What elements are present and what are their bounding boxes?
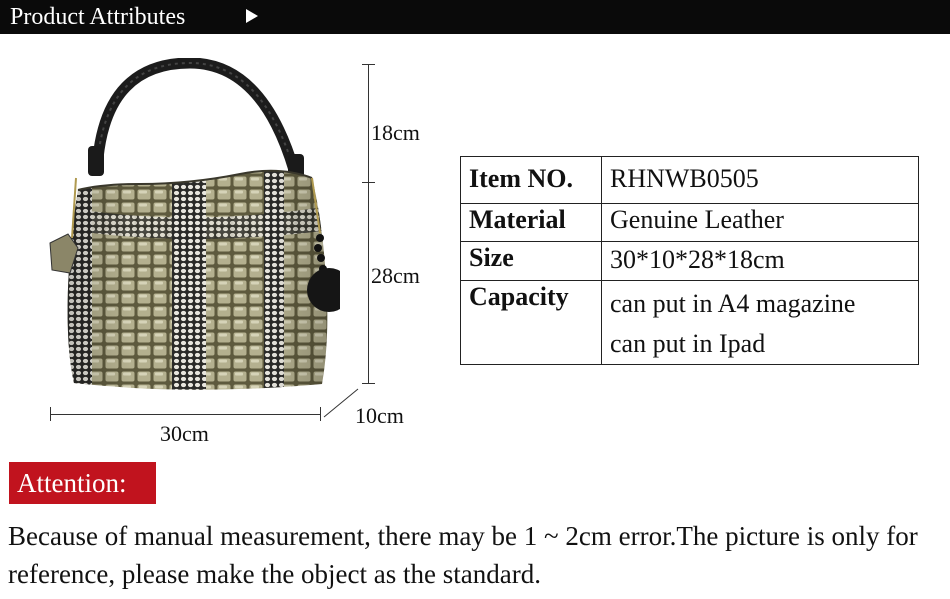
table-row [461, 242, 919, 281]
attribute-label: Capacity [461, 281, 602, 365]
capacity-line-1: can put in A4 magazine [610, 289, 856, 318]
attributes-table [460, 156, 919, 365]
dimension-tick-top [362, 64, 375, 65]
height-dimension-line [368, 64, 369, 384]
handbag-image [40, 58, 340, 403]
dimension-tick-middle [362, 182, 375, 183]
section-title: Product Attributes [10, 4, 186, 30]
attribute-label: Material [461, 204, 602, 242]
measurement-notice: Because of manual measurement, there may be 1 ~ 2cm error.The picture is only for reference, please make the object as the standard. [8, 521, 918, 589]
dimension-tick-bottom [362, 383, 375, 384]
attribute-value: RHNWB0505 [602, 157, 919, 204]
table-row [461, 281, 919, 365]
table-row [461, 204, 919, 242]
width-tick-left [50, 407, 51, 421]
attribute-value: 30*10*28*18cm [602, 242, 919, 281]
width-dimension-line [50, 414, 321, 415]
depth-label: 10cm [355, 403, 404, 428]
attribute-value [602, 281, 919, 365]
width-label: 30cm [160, 421, 209, 446]
attribute-label: Item NO. [461, 157, 602, 204]
play-triangle-icon [246, 9, 258, 23]
attribute-value: Genuine Leather [602, 204, 919, 242]
attribute-label: Size [461, 242, 602, 281]
section-header [0, 0, 950, 34]
attention-label: Attention: [17, 468, 127, 498]
attention-badge [9, 462, 156, 504]
width-tick-right [320, 407, 321, 421]
table-row [461, 157, 919, 204]
height-label: 28cm [371, 263, 420, 288]
handle-drop-label: 18cm [371, 120, 420, 145]
capacity-line-2: can put in Ipad [610, 329, 766, 358]
